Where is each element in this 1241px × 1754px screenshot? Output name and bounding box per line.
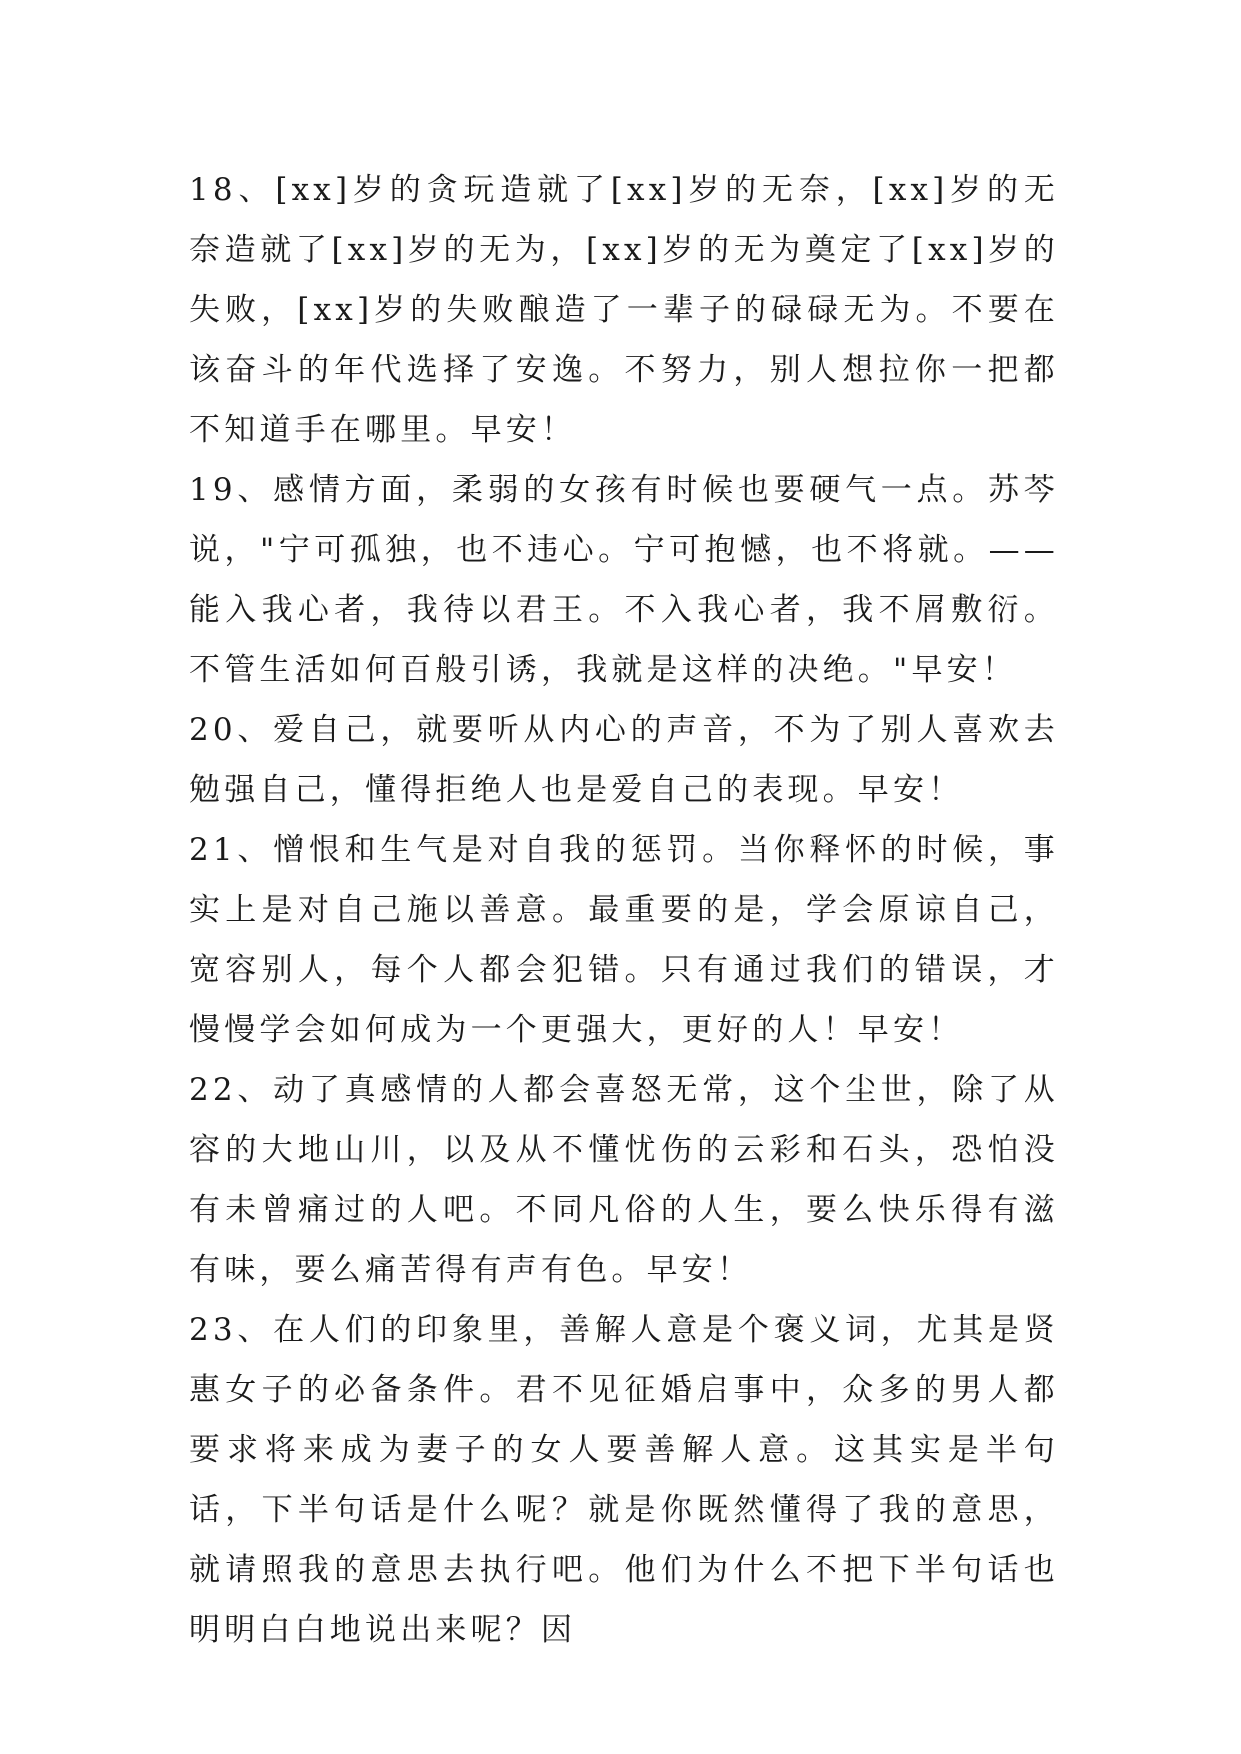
- paragraph-22: 22、动了真感情的人都会喜怒无常，这个尘世，除了从容的大地山川，以及从不懂忧伤的云彩和石头，恐怕没有未曾痛过的人吧。不同凡俗的人生，要么快乐得有滋有味，要么痛苦得有声有色。早安！: [189, 1072, 1059, 1288]
- paragraph-18: 18、[xx]岁的贪玩造就了[xx]岁的无奈，[xx]岁的无奈造就了[xx]岁的无为，[xx]岁的无为奠定了[xx]岁的失败，[xx]岁的失败酿造了一辈子的碌碌无为。不要在该奋斗的年代选择了安逸。不努力，别人想拉你一把都不知道手在哪里。早安！: [189, 172, 1059, 448]
- paragraph-20: 20、爱自己，就要听从内心的声音，不为了别人喜欢去勉强自己，懂得拒绝人也是爱自己的表现。早安！: [189, 712, 1059, 808]
- document-body: [189, 160, 1059, 1660]
- paragraph-21: 21、憎恨和生气是对自我的惩罚。当你释怀的时候，事实上是对自己施以善意。最重要的是，学会原谅自己，宽容别人，每个人都会犯错。只有通过我们的错误，才慢慢学会如何成为一个更强大，更好的人！早安！: [189, 832, 1059, 1048]
- paragraph-19: 19、感情方面，柔弱的女孩有时候也要硬气一点。苏芩说，"宁可孤独，也不违心。宁可抱憾，也不将就。——能入我心者，我待以君王。不入我心者，我不屑敷衍。不管生活如何百般引诱，我就是这样的决绝。"早安！: [189, 472, 1059, 688]
- paragraph-23: 23、在人们的印象里，善解人意是个褒义词，尤其是贤惠女子的必备条件。君不见征婚启事中，众多的男人都要求将来成为妻子的女人要善解人意。这其实是半句话，下半句话是什么呢？就是你既然懂得了我的意思，就请照我的意思去执行吧。他们为什么不把下半句话也明明白白地说出来呢？因: [189, 1312, 1059, 1648]
